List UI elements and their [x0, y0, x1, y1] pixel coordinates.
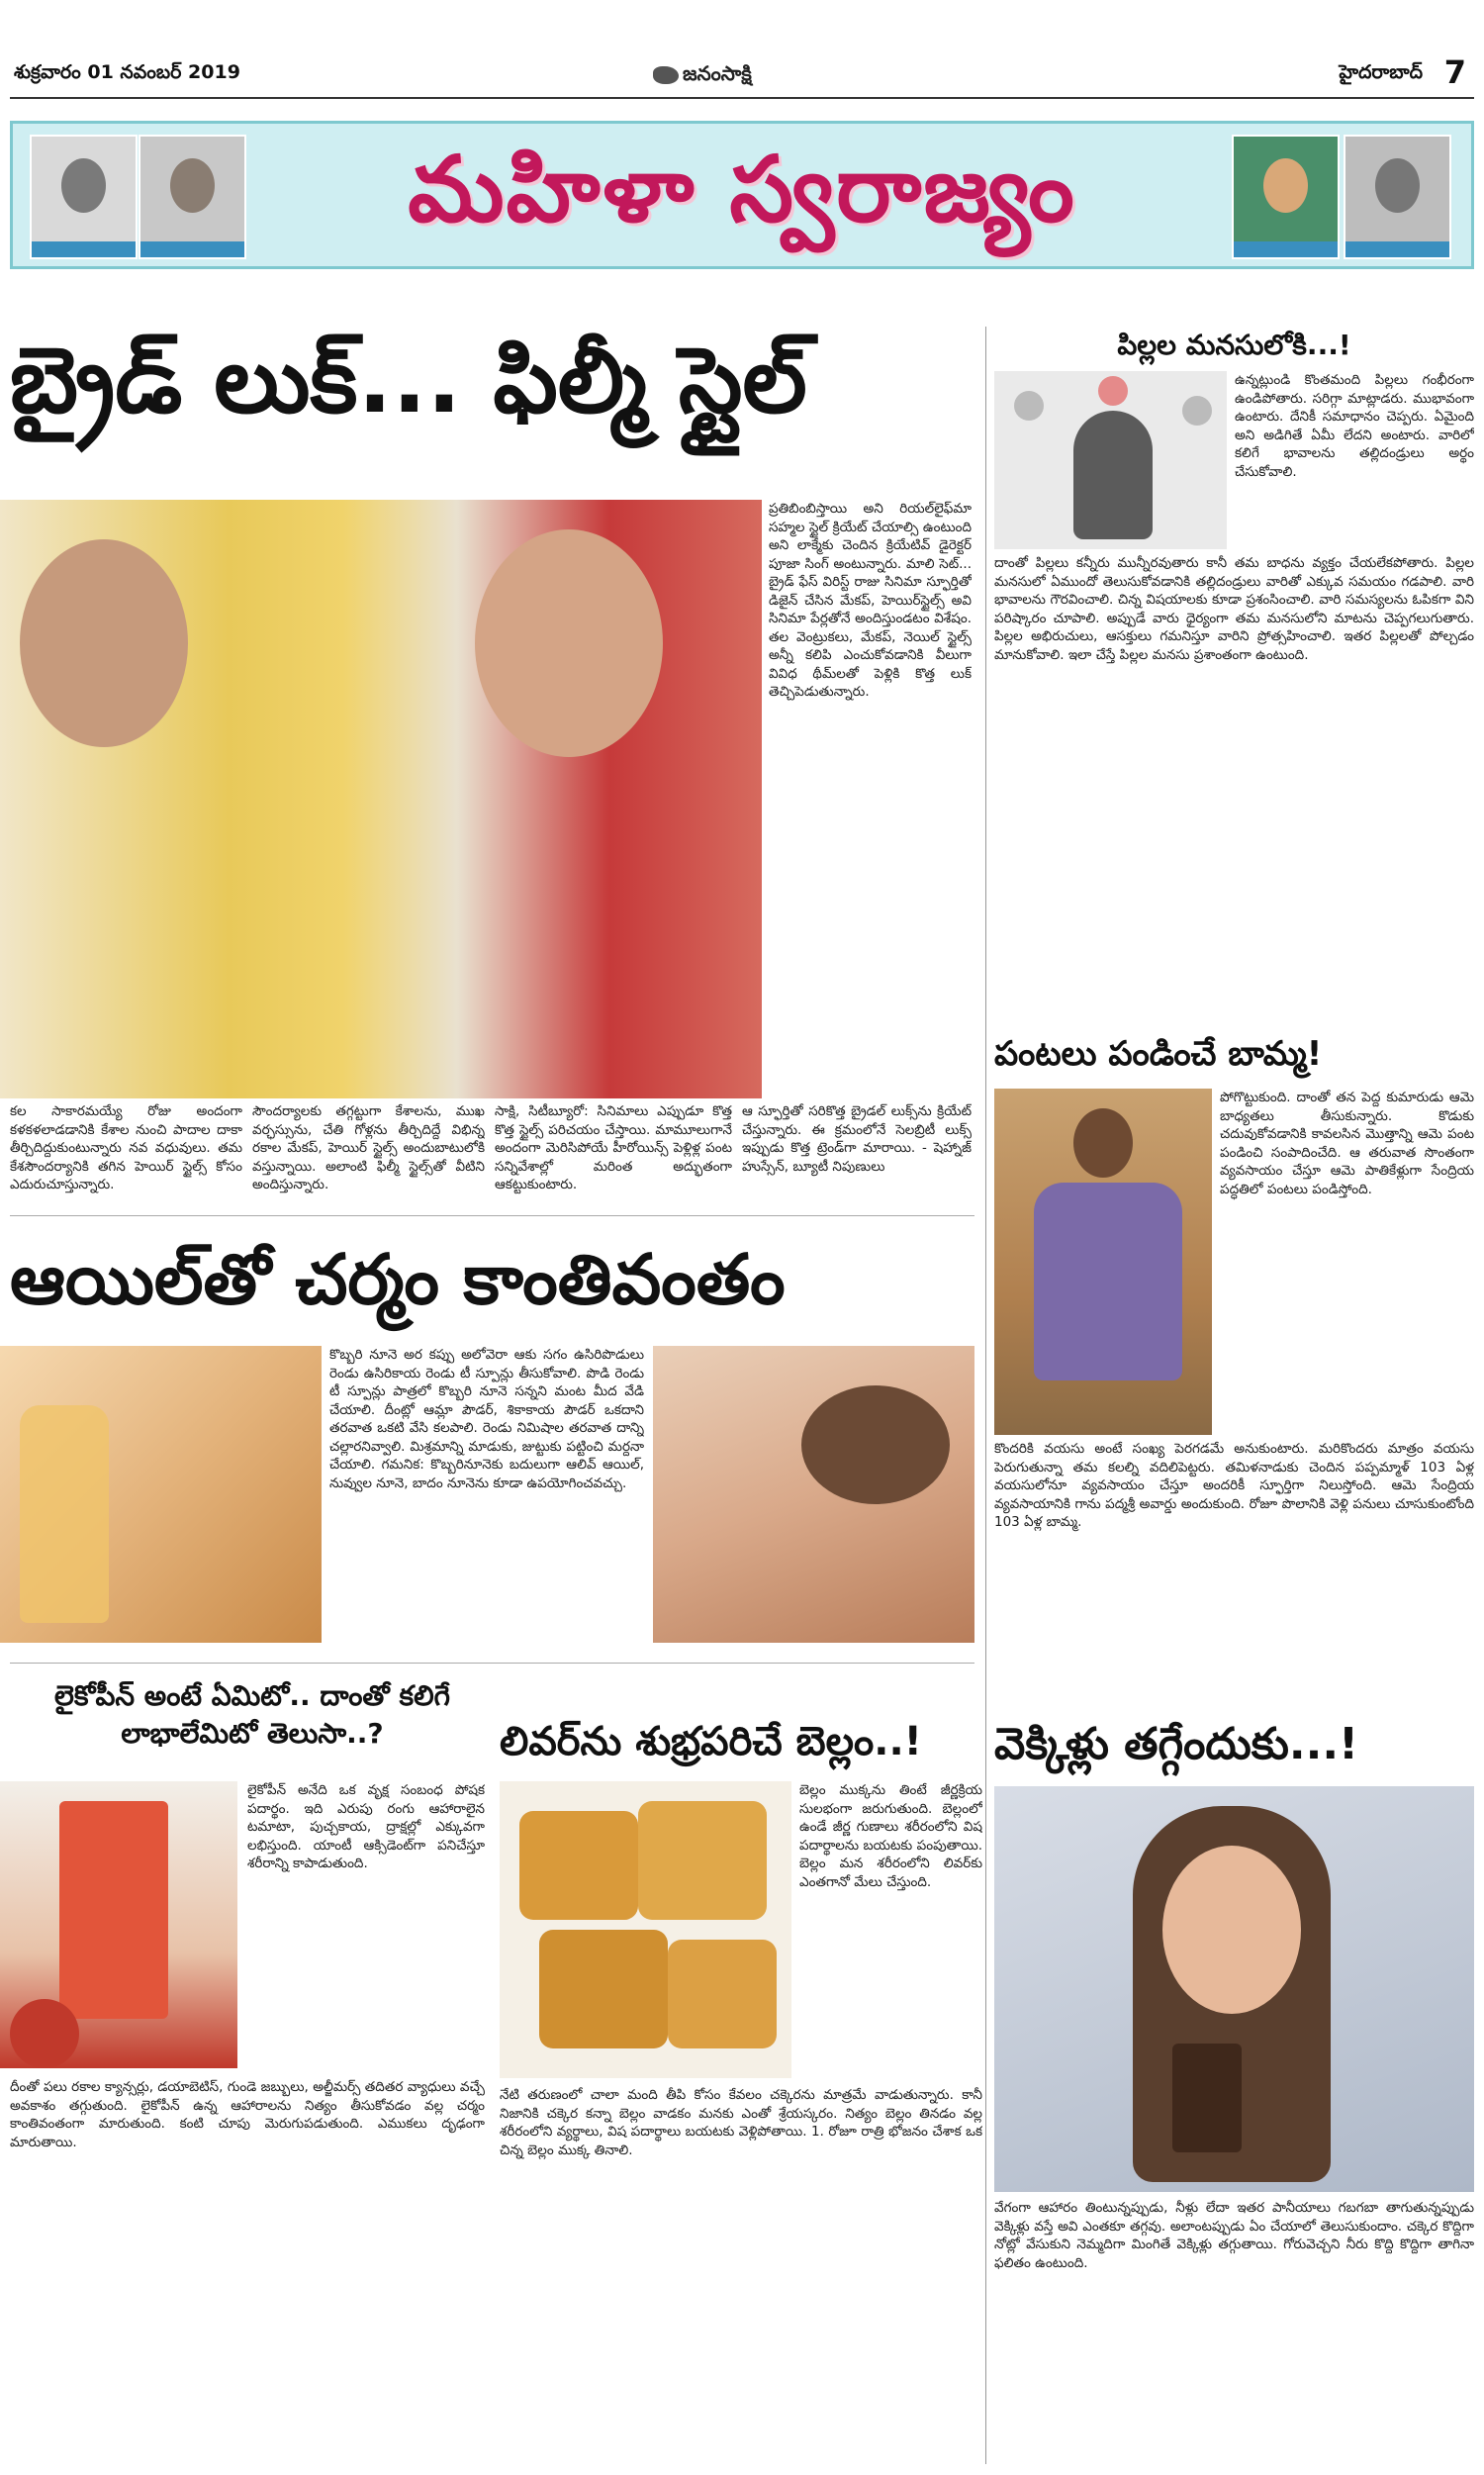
massage-photo — [653, 1346, 974, 1643]
bride-photo — [0, 500, 762, 1098]
portrait-face — [170, 158, 215, 213]
jaggery-photo — [500, 1781, 791, 2078]
jaggery-text2: నేటి తరుణంలో చాలా మంది తీపి కోసం కేవలం చక్కెరను మాత్రమే వాడుతున్నారు. కానీ నిజానికి చక్కెర కన్నా బెల్లం వాడకం మనకు ఎంతో శ్రేయస్కరం. నిత్యం బెల్లం తినడం వల్ల శరీరంలోని వ్యర్థాలు, విష పదార్థాలు బయటకు వెళ్లిపోతాయి. 1. రోజూ రాత్రి భోజనం చేశాక ఒక చిన్న బెల్లం ముక్క తినాలి. — [500, 2087, 982, 2158]
oil-headline: ఆయిల్‌తో చర్మం కాంతివంతం — [10, 1239, 786, 1320]
column-divider — [985, 327, 986, 2464]
massage-head — [801, 1385, 950, 1504]
grandma-text1: పోగొట్టుకుంది. దాంతో తన పెద్ద కుమారుడు ఆమె బాధ్యతలు తీసుకున్నారు. కొడుకు చదువుకోవడానికి కావలసిన మొత్తాన్ని ఆమె పంట పండించి సంపాదించేది. ఆ తరువాత సొంతంగా వ్యవసాయం చేస్తూ ఆమె పాతికేళ్లుగా సేంద్రియ పద్ధతిలో పంటలు పండిస్తోంది. — [1220, 1090, 1474, 1197]
juice-glass — [59, 1801, 168, 2019]
tomato — [10, 1999, 79, 2068]
portrait-caption — [32, 241, 136, 257]
jaggery-headline: లివర్‌ను శుభ్రపరిచే బెల్లం..! — [500, 1719, 922, 1764]
portrait-face — [1375, 158, 1420, 213]
portrait-caption — [1345, 241, 1449, 257]
portrait-caption — [140, 241, 244, 257]
jaggery-piece — [638, 1801, 767, 1920]
grandma-saree — [1034, 1183, 1182, 1380]
bride-face-right — [475, 529, 663, 757]
hiccups-text: వేగంగా ఆహారం తింటున్నప్పుడు, నీళ్లు లేదా ఇతర పానీయాలు గబగబా తాగుతున్నప్పుడు వెక్కిళ్లు వస్తే అవి ఎంతకూ తగ్గవు. అలాంటప్పుడు ఏం చేయాలో తెలుసుకుందాం. చక్కెర కొద్దిగా నోట్లో వేసుకుని నెమ్మదిగా మింగితే వెక్కిళ్లు తగ్గుతాయి. గోరువెచ్చని నీరు కొద్ది కొద్దిగా తాగినా ఫలితం ఉంటుంది. — [994, 2200, 1474, 2271]
child-figure — [1073, 411, 1153, 539]
portrait-3 — [1232, 135, 1340, 259]
hiccups-photo — [994, 1786, 1474, 2192]
portrait-4 — [1344, 135, 1451, 259]
banner-title: మహిళా స్వరాజ్యం — [408, 137, 1076, 242]
child-emoji-photo — [994, 371, 1227, 549]
children-text2: దాంతో పిల్లలు కన్నీరు మున్నీరవుతారు కానీ తమ బాధను వ్యక్తం చేయలేకపోతారు. పిల్లల మనసులో ఏముందో తెలుసుకోవడానికి తల్లిదండ్రులు వారితో ఎక్కువ సమయం గడపాలి. వారి భావాలను గౌరవించాలి. చిన్న విషయాలకు కూడా ప్రశంసించాలి. వారి సమస్యలను ఓపికగా విని పరిష్కారం చూపాలి. అప్పుడే వారు ధైర్యంగా తమ మనసులోని మాటను చెప్పగలుగుతారు. పిల్లల అభిరుచులు, ఆసక్తులు గమనిస్తూ వారిని ప్రోత్సహించాలి. ఇతర పిల్లలతో పోల్చడం మానుకోవాలి. ఇలా చేస్తే పిల్లల మనసు ప్రశాంతంగా ఉంటుంది. — [994, 555, 1474, 663]
portrait-caption — [1234, 241, 1338, 257]
portrait-face — [61, 158, 106, 213]
city-name: హైదరాబాద్ — [1339, 61, 1423, 83]
bride-face-left — [20, 539, 188, 747]
newspaper-name: జనంసాక్షి — [653, 61, 752, 90]
lycopene-text1: లైకోపీన్ అనేది ఒక వృక్ష సంబంధ పోషక పదార్థం. ఇది ఎరుపు రంగు ఆహారాలైన టమాటా, పుచ్చకాయ, ద్రాక్షల్లో ఎక్కువగా లభిస్తుంది. యాంటీ ఆక్సిడెంట్‌గా పనిచేస్తూ శరీరాన్ని కాపాడుతుంది. — [247, 1782, 485, 1871]
grandma-photo — [994, 1089, 1212, 1435]
hiccups-headline: వెక్కిళ్లు తగ్గేందుకు...! — [994, 1719, 1359, 1769]
emoji-icon — [1014, 391, 1044, 421]
jaggery-piece — [539, 1930, 668, 2048]
cola-glass — [1172, 2044, 1242, 2152]
oil-text: కొబ్బరి నూనె అర కప్పు అలోవెరా ఆకు సగం ఉసిరిపొడులు రెండు ఉసిరికాయ రెండు టీ స్పూన్లు తీసుకోవాలి. పొడి రెండు టీ స్పూన్లు పాత్రలో కొబ్బరి నూనె సన్నని మంట మీద వేడి చేయాలి. దీంట్లో ఆమ్లా పౌడర్, శికాకాయ పౌడర్ ఒకదాని తరవాత ఒకటి వేసి కలపాలి. రెండు నిమిషాల తరవాత దాన్ని చల్లారనివ్వాలి. మిశ్రమాన్ని మాడుకు, జుట్టుకు పట్టించి మర్దనా చేయాలి. గమనిక: కొబ్బరినూనెకు బదులుగా ఆలివ్ ఆయిల్, నువ్వుల నూనె, బాదం నూనెను కూడా ఉపయోగించవచ్చు. — [329, 1347, 644, 1491]
portrait-2 — [139, 135, 246, 259]
grandma-headline: పంటలు పండించే బామ్మ! — [994, 1034, 1323, 1074]
oil-bottle-photo — [0, 1346, 322, 1643]
jaggery-piece — [668, 1940, 777, 2048]
children-text1: ఉన్నట్లుండి కొంతమంది పిల్లలు గంభీరంగా ఉండిపోతారు. సరిగ్గా మాట్లాడరు. ముభావంగా ఉంటారు. దేనికీ సమాధానం చెప్పరు. ఏమైంది అని అడిగితే ఏమీ లేదని అంటారు. వారిలో కలిగే భావాలను తల్లిదండ్రులు అర్థం చేసుకోవాలి. — [1235, 372, 1474, 480]
issue-date: శుక్రవారం 01 నవంబర్ 2019 — [14, 61, 240, 83]
bride-headline: బ్రైడ్ లుక్... ఫిల్మీ స్టైల్ — [10, 328, 807, 433]
oil-bottle — [20, 1405, 109, 1623]
grandma-text2: కొందరికి వయసు అంటే సంఖ్య పెరగడమే అనుకుంటారు. మరికొందరు మాత్రం వయసు పెరుగుతున్నా తమ కలల్ని వదిలిపెట్టరు. తమిళనాడుకు చెందిన పప్పమ్మాళ్ 103 ఏళ్ల వయసులోనూ వ్యవసాయం చేస్తూ అందరికీ స్ఫూర్తిగా నిలుస్తోంది. ఆమె సేంద్రియ వ్యవసాయానికి గాను పద్మశ్రీ అవార్డు అందుకుంది. రోజూ పొలానికి వెళ్లి పనులు చూసుకుంటోంది 103 ఏళ్ల బామ్మ. — [994, 1441, 1474, 1530]
section-divider — [10, 1215, 974, 1216]
section-divider — [10, 1663, 974, 1664]
jaggery-text1: బెల్లం ముక్కను తింటే జీర్ణక్రియ సులభంగా జరుగుతుంది. బెల్లంలో ఉండే జీర్ణ గుణాలు శరీరంలోని విష పదార్థాలను బయటకు పంపుతాయి. బెల్లం మన శరీరంలోని లివర్‌కు ఎంతగానో మేలు చేస్తుంది. — [799, 1782, 982, 1890]
grandma-head — [1073, 1108, 1133, 1178]
emoji-icon — [1182, 396, 1212, 426]
bride-bottom-col1: కల సాకారమయ్యే రోజు అందంగా కళకళలాడడానికి కేశాల నుంచి పాదాల దాకా తీర్చిదిద్దుకుంటున్నారు నవ వధువులు. తమ కేశసౌందర్యానికి తగిన హెయిర్ స్టైల్స్ కోసం ఎదురుచూస్తున్నారు. — [10, 1103, 242, 1192]
portrait-face — [1263, 158, 1308, 213]
bride-text-col1: ప్రతిబింబిస్తాయి అని రియల్‌లైఫ్‌మా సహ్మల స్టైల్ క్రియేట్ చేయాల్సి ఉంటుంది అని లాక్మేకు చెందిన క్రియేటివ్ డైరెక్టర్ పూజా సింగ్ అంటున్నారు. మాలి సెట్... బ్రైడ్ ఫేస్ విరిస్ట్ రాజు సినిమా స్ఫూర్తితో డిజైన్ చేసిన మేకప్, హెయిర్‌స్టైల్స్ అవి సినిమా పేర్లతోనే అందిస్తుండటం విశేషం. తల వెంట్రుకలు, మేకప్, నెయిల్ స్టైల్స్ అన్నీ కలిపి ఎంచుకోవడానికి వీలుగా వివిధ థీమ్‌లతో పెళ్లికి కొత్త లుక్ తెచ్చిపెడుతున్నారు. — [769, 501, 972, 700]
newspaper-logo-icon — [653, 66, 679, 84]
header-rule — [10, 97, 1474, 99]
emoji-icon — [1098, 376, 1128, 406]
bride-bottom-col4: ఆ స్ఫూర్తితో సరికొత్త బ్రైడల్ లుక్స్‌ను క్రియేట్ చేస్తున్నారు. ఈ క్రమంలోనే సెలబ్రిటీ లుక్స్ ఇప్పుడు కొత్త ట్రెండ్‌గా మారాయి. - షెహ్నాజ్ హుస్సేన్, బ్యూటీ నిపుణులు — [742, 1103, 972, 1175]
portrait-1 — [30, 135, 138, 259]
jaggery-piece — [519, 1811, 638, 1920]
lycopene-text2: దీంతో పలు రకాల క్యాన్సర్లు, డయాబెటిస్, గుండె జబ్బులు, అల్జీమర్స్ తదితర వ్యాధులు వచ్చే అవకాశం తగ్గుతుంది. లైకోపీన్ ఉన్న ఆహారాలను నిత్యం తీసుకోవడం వల్ల చర్మం కాంతివంతంగా మారుతుంది. కంటి చూపు మెరుగుపడుతుంది. ఎముకలు దృఢంగా మారుతాయి. — [10, 2079, 485, 2150]
tomato-juice-photo — [0, 1781, 237, 2068]
bride-bottom-col2: సౌందర్యాలకు తగ్గట్టుగా కేశాలను, ముఖ వర్ఛస్సును, చేతి గోళ్లను తీర్చిదిద్దే విభిన్న రకాల మేకప్, హెయిర్ స్టైల్స్ అందుబాటులోకి వస్తున్నాయి. అలాంటి ఫిల్మీ స్టైల్స్‌తో వీటిని అందిస్తున్నారు. — [252, 1103, 485, 1192]
bride-bottom-col3: సాక్షి, సిటీబ్యూరో: సినిమాలు ఎప్పుడూ కొత్త కొత్త స్టైల్స్ పరిచయం చేస్తాయి. మామూలుగానే అందంగా మెరిసిపోయే హీరోయిన్స్ పెళ్లిళ్ల పంట సన్నివేశాల్లో మరింత అద్భుతంగా ఆకట్టుకుంటారు. — [495, 1103, 732, 1192]
children-headline: పిల్లల మనసులోకి...! — [1117, 329, 1351, 361]
page-number: 7 — [1443, 53, 1466, 91]
lycopene-headline: లైకోపీన్ అంటే ఏమిటో.. దాంతో కలిగే లాభాలేమిటో తెలుసా..? — [54, 1679, 450, 1750]
woman-face — [1162, 1846, 1301, 2014]
